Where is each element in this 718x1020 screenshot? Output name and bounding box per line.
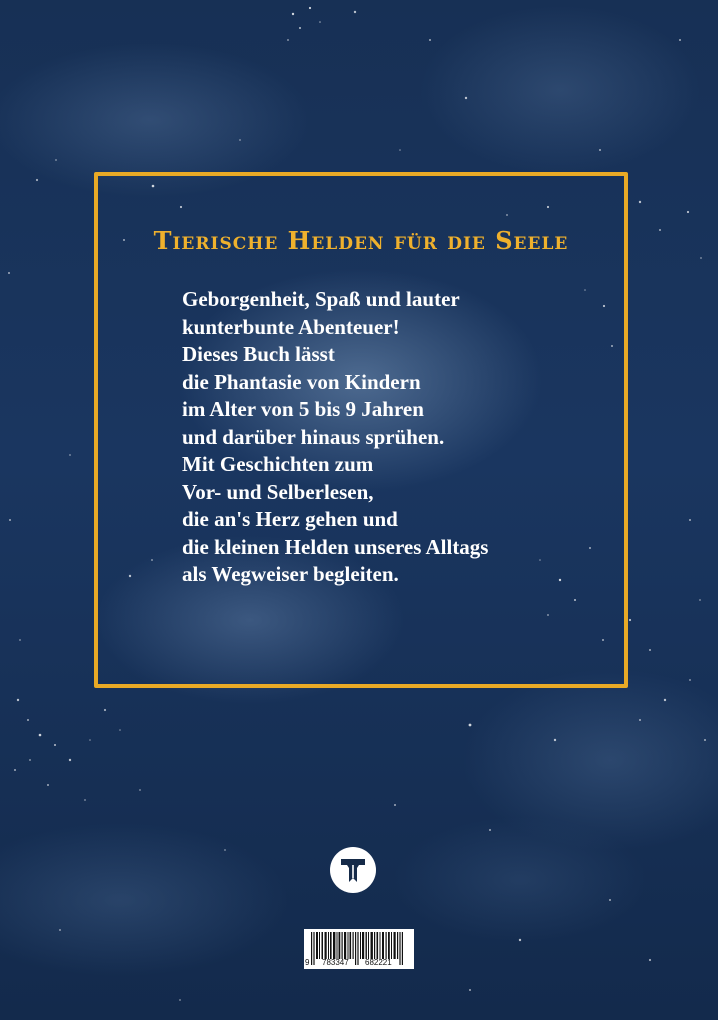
blurb-line: und darüber hinaus sprühen. [182,424,445,449]
barcode-digit-first: 9 [305,958,310,967]
book-title: Tierische Helden für die Seele [153,226,569,255]
blurb-line: die an's Herz gehen und [182,507,398,531]
isbn-barcode [304,929,414,969]
book-blurb [182,286,602,589]
blurb-line: Mit Geschichten zum [182,452,374,476]
blurb-line: die kleinen Helden unseres Alltags [182,534,489,559]
blurb-line: kunterbunte Abenteuer! [182,314,400,339]
barcode-digits-left: 783347 [322,958,349,967]
blurb-line: im Alter von 5 bis 9 Jahren [182,397,424,421]
blurb-line: als Wegweiser begleiten. [182,562,399,586]
blurb-line: Dieses Buch lässt [182,342,335,366]
blurb-line: Vor- und Selberlesen, [182,479,374,504]
title-frame [94,172,628,688]
blurb-line: die Phantasie von Kindern [182,369,421,394]
blurb-line: Geborgenheit, Spaß und lauter [182,287,460,311]
barcode-digits-right: 682221 [365,958,392,967]
publisher-logo-icon [330,847,376,893]
